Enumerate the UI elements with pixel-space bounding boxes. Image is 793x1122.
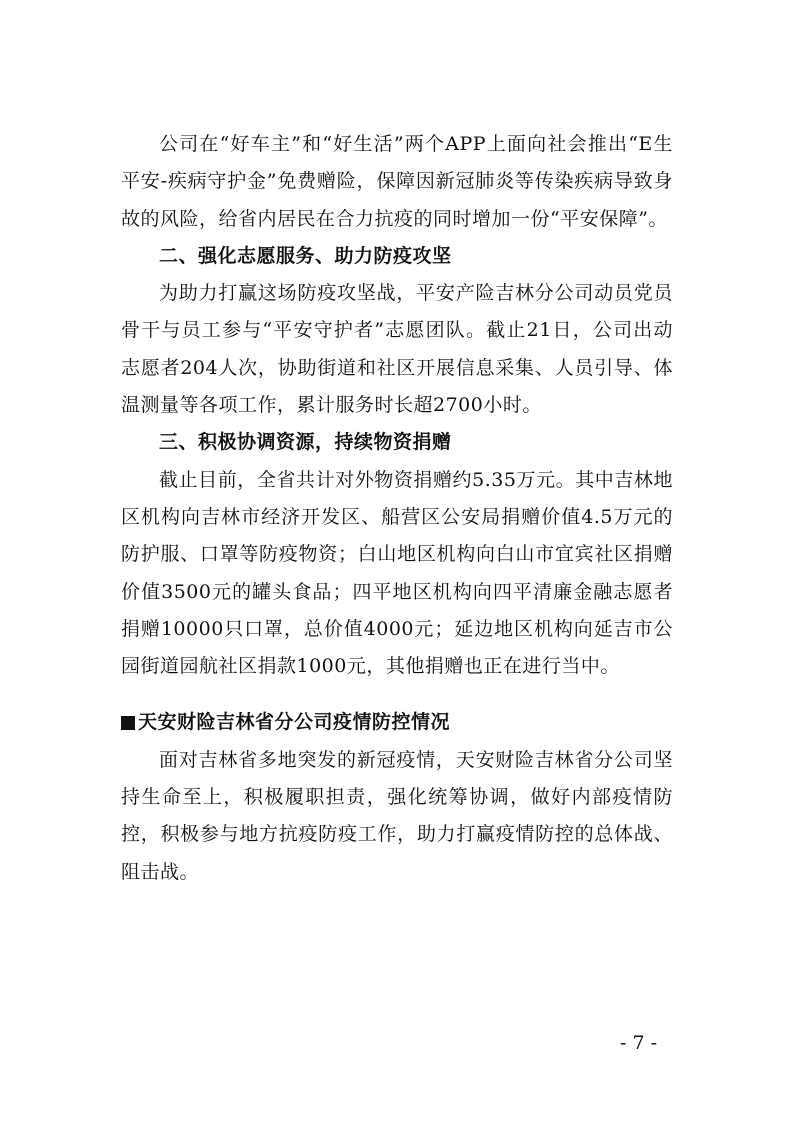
heading-volunteer-service: 二、强化志愿服务、助力防疫攻坚 bbox=[159, 244, 452, 267]
heading-material-donation: 三、积极协调资源，持续物资捐赠 bbox=[159, 431, 452, 454]
section-title-tianan bbox=[121, 704, 673, 741]
section-title-text: 天安财险吉林省分公司疫情防控情况 bbox=[138, 711, 451, 734]
page-content bbox=[121, 126, 673, 891]
page-number: - 7 - bbox=[620, 1032, 658, 1054]
paragraph-volunteer-team: 为助力打赢这场防疫攻坚战，平安产险吉林分公司动员党员骨干与员工参与“平安守护者”志愿团队。截止21日，公司出动志愿者204人次，协助街道和社区开展信息采集、人员引导、体温测量等各项工作，累计服务时长超2700小时。 bbox=[121, 282, 673, 417]
section-spacer bbox=[121, 685, 673, 704]
paragraph-app-free-insurance: 公司在“好车主”和“好生活”两个APP上面向社会推出“E生平安-疾病守护金”免费赠险，保障因新冠肺炎等传染疾病导致身故的风险，给省内居民在合力抗疫的同时增加一份“平安保障”。 bbox=[121, 133, 673, 230]
paragraph-donation-details: 截止目前，全省共计对外物资捐赠约5.35万元。其中吉林地区机构向吉林市经济开发区、船营区公安局捐赠价值4.5万元的防护服、口罩等防疫物资；白山地区机构向白山市宜宾社区捐赠价值3500元的罐头食品；四平地区机构向四平清廉金融志愿者捐赠10000只口罩，总价值4000元；延边地区机构向延吉市公园街道园航社区捐款1000元，其他捐赠也正在进行当中。 bbox=[121, 468, 673, 678]
paragraph-tianan-response: 面对吉林省多地突发的新冠疫情，天安财险吉林省分公司坚持生命至上，积极履职担责，强化统筹协调，做好内部疫情防控，积极参与地方抗疫防疫工作，助力打赢疫情防控的总体战、阻击战。 bbox=[121, 748, 673, 883]
black-square-icon bbox=[121, 716, 135, 730]
